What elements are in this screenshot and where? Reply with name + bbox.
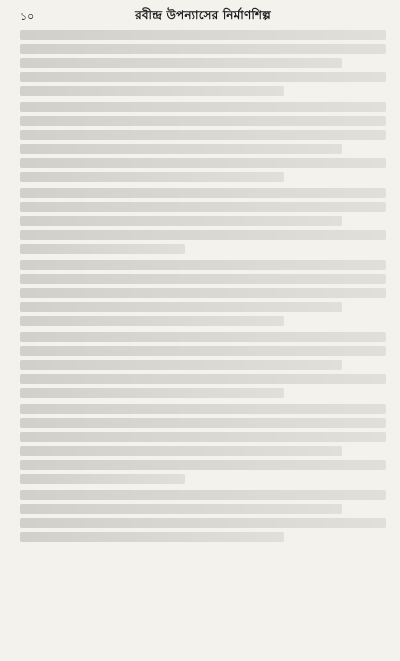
page-body [20, 30, 386, 542]
page-number: ১০ [20, 10, 35, 23]
paragraph-placeholder-7 [20, 490, 386, 542]
paragraph-placeholder-5 [20, 332, 386, 398]
paragraph-placeholder-1 [20, 30, 386, 96]
paragraph-placeholder-3 [20, 188, 386, 254]
running-title: রবীন্দ্র উপন্যাসের নির্মাণশিল্প [135, 8, 271, 22]
paragraph-placeholder-6 [20, 404, 386, 484]
page-header [20, 6, 386, 26]
paragraph-placeholder-4 [20, 260, 386, 326]
paragraph-placeholder-2 [20, 102, 386, 182]
